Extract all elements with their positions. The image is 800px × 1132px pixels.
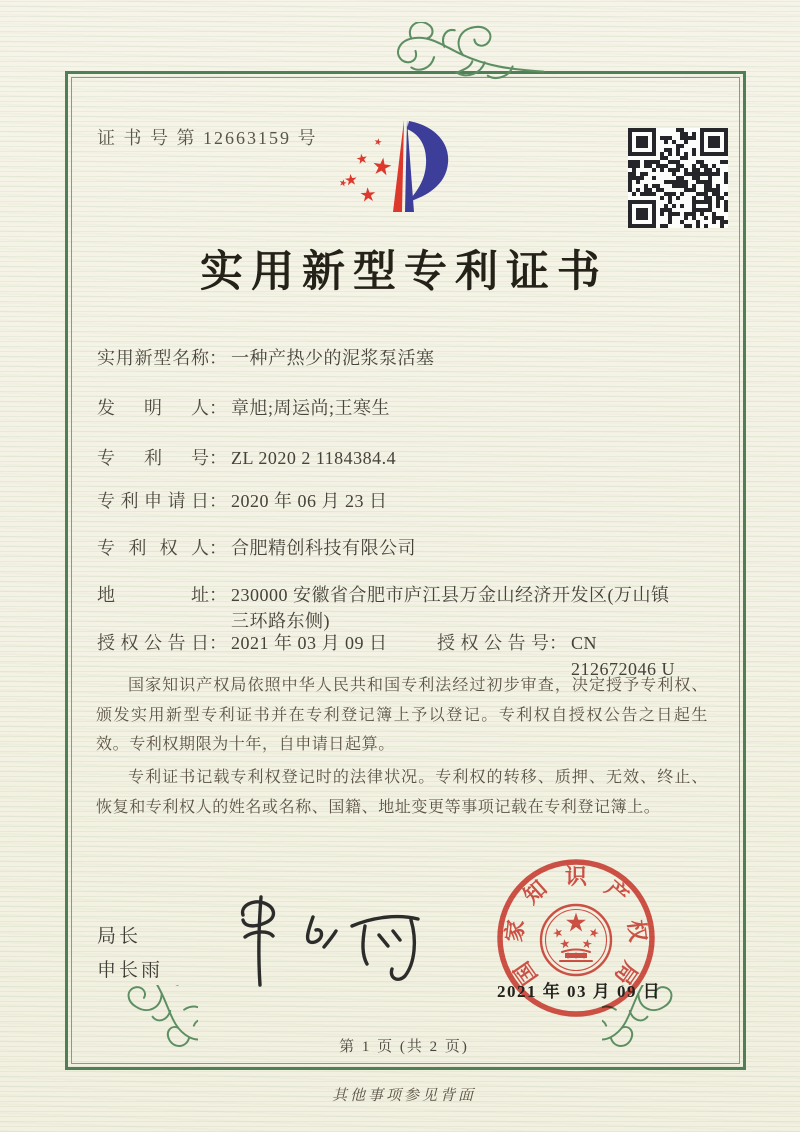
svg-text:权: 权	[623, 918, 651, 944]
colon: ：	[549, 633, 567, 653]
field-value: 2021 年 03 月 09 日	[231, 633, 388, 653]
field-label: 授权公告号	[437, 633, 549, 653]
svg-text:国: 国	[509, 957, 543, 990]
page-number: 第 1 页 (共 2 页)	[339, 1039, 469, 1055]
colon: ：	[209, 348, 227, 368]
certificate-title: 实用新型专利证书	[200, 249, 608, 296]
field-value: 一种产热少的泥浆泵活塞	[231, 348, 435, 368]
field-label: 地址	[97, 585, 209, 605]
field-label: 授权公告日	[97, 633, 209, 653]
qr-code-icon	[628, 128, 728, 228]
colon: ：	[209, 538, 227, 558]
red-official-seal	[486, 852, 666, 1032]
colon: ：	[209, 633, 227, 653]
field-row-inventors	[97, 395, 677, 421]
field-label: 专利权人	[97, 538, 209, 558]
svg-text:识: 识	[564, 864, 588, 890]
legal-paragraph-register: 专利证书记载专利权登记时的法律状况。专利权的转移、质押、无效、终止、恢复和专利权人的姓名或名称、国籍、地址变更等事项记载在专利登记簿上。	[96, 769, 708, 816]
field-value: 合肥精创科技有限公司	[231, 538, 416, 558]
field-value: 章旭;周运尚;王寒生	[231, 398, 391, 418]
svg-text:产: 产	[600, 875, 634, 909]
field-row-patentee	[97, 535, 677, 561]
field-label: 实用新型名称	[97, 348, 209, 368]
signer-role: 局长	[97, 926, 142, 947]
svg-text:局: 局	[609, 957, 643, 990]
cnipa-patent-logo-icon	[330, 110, 470, 236]
bottom-left-flourish-ornament	[48, 985, 198, 1080]
field-label: 专利号	[97, 448, 209, 468]
svg-text:知: 知	[518, 875, 552, 909]
colon: ：	[209, 585, 227, 605]
field-value: 2020 年 06 月 23 日	[231, 491, 388, 511]
field-label: 专利申请日	[97, 491, 209, 511]
field-label: 发明人	[97, 398, 209, 418]
field-value: CN 212672046 U	[571, 633, 675, 679]
back-side-note: 其他事项参见背面	[331, 1088, 476, 1104]
handwritten-signature	[212, 883, 432, 993]
certificate-number: 证 书 号 第 12663159 号	[97, 128, 318, 148]
top-border-flourish-ornament	[378, 22, 548, 84]
field-row-patent-number	[97, 445, 677, 471]
field-value: 230000 安徽省合肥市庐江县万金山经济开发区(万山镇三环路东侧)	[231, 585, 670, 631]
seal-date: 2021 年 03 月 09 日	[497, 982, 662, 1001]
field-row-utility-model-name	[97, 345, 677, 371]
colon: ：	[209, 491, 227, 511]
legal-paragraph-grant: 国家知识产权局依照中华人民共和国专利法经过初步审查，决定授予专利权、颁发实用新型专利证书并在专利登记簿上予以登记。专利权自授权公告之日起生效。专利权期限为十年，自申请日起算。	[96, 677, 708, 754]
svg-text:家: 家	[501, 918, 529, 944]
field-row-filing-date	[97, 488, 677, 514]
field-value: ZL 2020 2 1184384.4	[231, 448, 397, 468]
colon: ：	[209, 398, 227, 418]
field-row-address	[97, 582, 677, 634]
colon: ：	[209, 448, 227, 468]
signer-name: 申长雨	[97, 960, 164, 981]
